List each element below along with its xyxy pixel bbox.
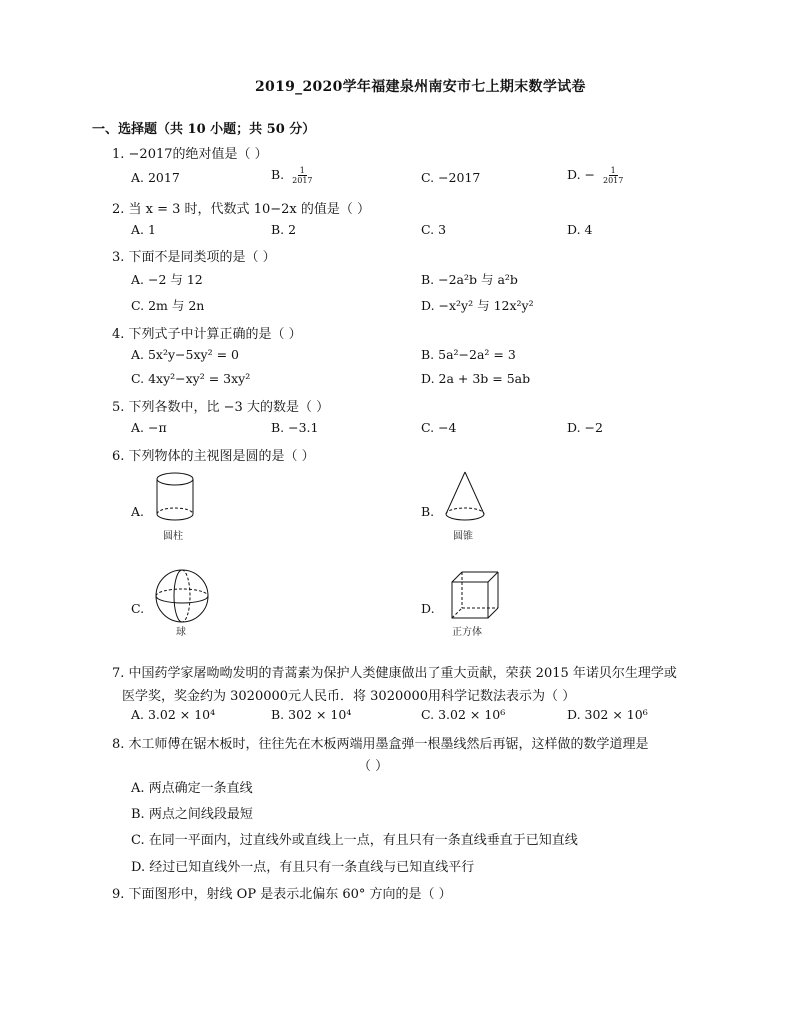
q9-stem: 9. 下面图形中，射线 OP 是表示北偏东 60° 方向的是（ ） (112, 887, 452, 902)
q5-stem: 5. 下列各数中，比 −3 大的数是（ ） (112, 400, 330, 415)
q1-option-d (567, 166, 625, 185)
q6-caption-cube: 正方体 (452, 627, 482, 638)
q6-option-c: C. (131, 601, 145, 616)
q2-stem: 2. 当 x = 3 时，代数式 10−2x 的值是（ ） (112, 202, 370, 217)
cylinder-figure (150, 470, 200, 530)
q6-caption-cone: 圆锥 (453, 531, 473, 542)
q1-stem: 1. −2017的绝对值是（ ） (112, 147, 268, 162)
q4-option-a: A. 5x²y−5xy² = 0 (131, 347, 239, 362)
q3-option-a: A. −2 与 12 (131, 272, 203, 287)
q1-option-c: C. −2017 (421, 170, 481, 185)
q8-option-d: D. 经过已知直线外一点，有且只有一条直线与已知直线平行 (131, 860, 475, 875)
q6-option-a: A. (131, 504, 145, 519)
cone-figure (440, 470, 490, 530)
q6-option-b: B. (421, 504, 435, 519)
q5-option-d: D. −2 (567, 420, 603, 435)
q4-option-c: C. 4xy²−xy² = 3xy² (131, 371, 251, 386)
q4-option-b: B. 5a²−2a² = 3 (421, 347, 516, 362)
q8-option-a: A. 两点确定一条直线 (131, 781, 253, 796)
q5-option-a: A. −π (131, 420, 167, 435)
section-heading: 一、选择题（共 10 小题；共 50 分） (92, 122, 316, 137)
q2-option-c: C. 3 (421, 222, 447, 237)
q6-caption-cylinder: 圆柱 (163, 531, 183, 542)
q5-option-c: C. −4 (421, 420, 457, 435)
q4-stem: 4. 下列式子中计算正确的是（ ） (112, 327, 302, 342)
q2-option-a: A. 1 (131, 222, 156, 237)
q3-option-c: C. 2m 与 2n (131, 298, 205, 313)
q7-option-b: B. 302 × 10⁴ (271, 707, 352, 722)
q1-option-b-label: B. (271, 167, 285, 182)
sphere-figure (152, 568, 212, 626)
q3-option-d: D. −x²y² 与 12x²y² (421, 298, 534, 313)
q7-option-d: D. 302 × 10⁶ (567, 707, 648, 722)
q7-option-c: C. 3.02 × 10⁶ (421, 707, 506, 722)
q6-stem: 6. 下列物体的主视图是圆的是（ ） (112, 449, 315, 464)
q8-answer-paren: （ ） (358, 759, 389, 774)
document-title: 2019_2020学年福建泉州南安市七上期末数学试卷 (255, 79, 586, 95)
q7-option-a: A. 3.02 × 10⁴ (131, 707, 216, 722)
q7-stem-line2: 医学奖，奖金约为 3020000元人民币．将 3020000用科学记数法表示为（ ） (122, 689, 576, 704)
q1-option-a: A. 2017 (131, 170, 180, 185)
q1-option-d-fraction: $\frac{1}{2017}$ (602, 166, 624, 185)
cube-figure (448, 570, 500, 622)
q2-option-d: D. 4 (567, 222, 593, 237)
q5-option-b: B. −3.1 (271, 420, 319, 435)
q4-option-d: D. 2a + 3b = 5ab (421, 371, 531, 386)
q6-caption-sphere: 球 (176, 627, 186, 638)
q1-option-b-fraction: $\frac{1}{2017}$ (292, 166, 313, 185)
q1-option-b (271, 166, 315, 185)
q8-stem-line1: 8. 木工师傅在锯木板时，往往先在木板两端用墨盒弹一根墨线然后再锯，这样做的数学道理是 (112, 737, 649, 752)
q2-option-b: B. 2 (271, 222, 297, 237)
q8-option-b: B. 两点之间线段最短 (131, 807, 253, 822)
q3-stem: 3. 下面不是同类项的是（ ） (112, 250, 276, 265)
q3-option-b: B. −2a²b 与 a²b (421, 272, 518, 287)
q7-stem-line1: 7. 中国药学家屠呦呦发明的青蒿素为保护人类健康做出了重大贡献，荣获 2015 年诺贝尔生理学或 (112, 666, 677, 681)
q6-option-d: D. (421, 601, 435, 616)
q1-option-d-label: D. − (567, 167, 595, 182)
q8-option-c: C. 在同一平面内，过直线外或直线上一点，有且只有一条直线垂直于已知直线 (131, 833, 578, 848)
